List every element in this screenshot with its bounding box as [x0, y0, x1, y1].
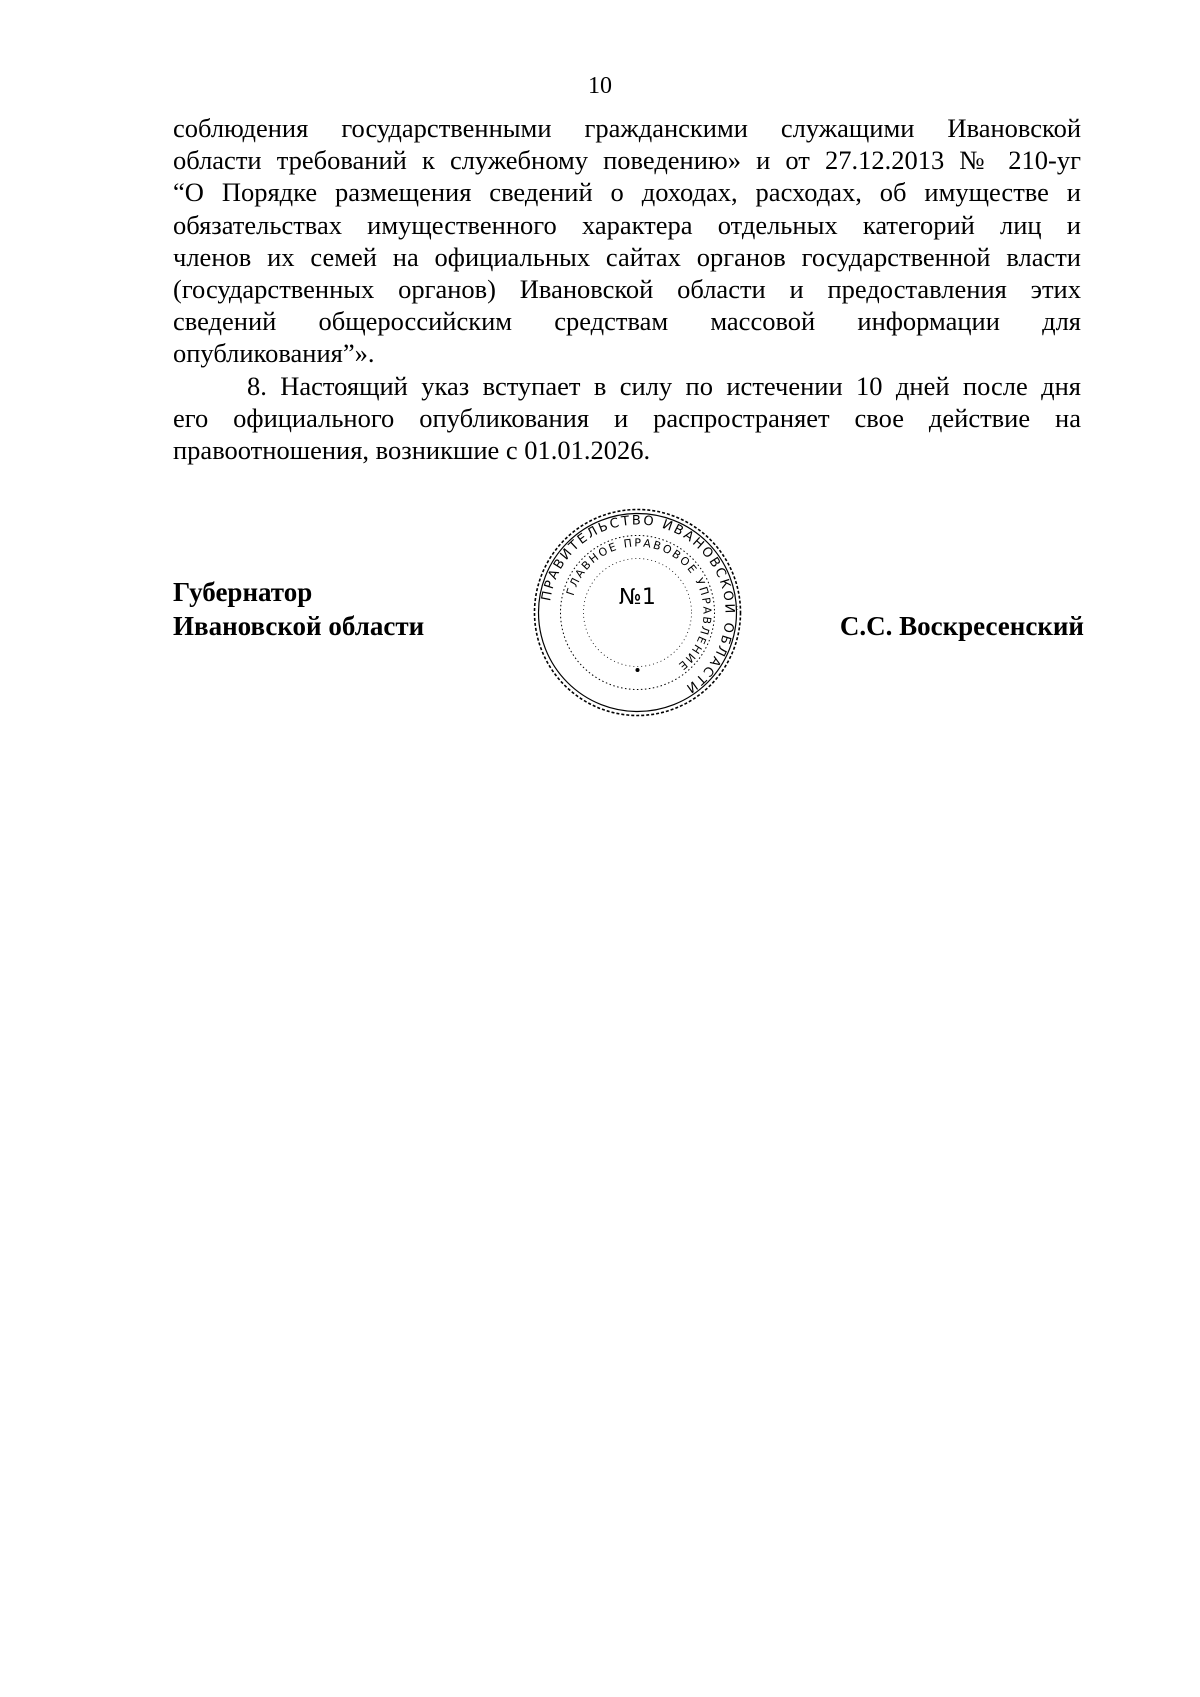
- text-line: опубликования”».: [173, 338, 375, 369]
- seal-number: №1: [619, 585, 656, 610]
- text-line: правоотношения, возникшие с 01.01.2026.: [173, 435, 651, 466]
- text-line: обязательствах имущественного характера отдельных категорий лиц и: [173, 209, 1081, 240]
- paragraph-continuation: [173, 112, 1081, 370]
- official-seal: [531, 506, 744, 719]
- text-line: “О Порядке размещения сведений о доходах, расходах, об имуществе и: [173, 177, 1081, 208]
- signatory-title-line: Ивановской области: [173, 611, 425, 641]
- signatory-title: [173, 575, 424, 643]
- paragraph-item-8: [173, 370, 1081, 467]
- text-line: соблюдения государственными гражданскими служащими Ивановской: [173, 113, 1081, 143]
- text-line: области требований к служебному поведению» и от 27.12.2013 № 210-уг: [173, 145, 1081, 176]
- text-line: 8. Настоящий указ вступает в силу по истечении 10 дней после дня: [247, 370, 1081, 401]
- page-number: 10: [588, 73, 612, 99]
- seal-inner-text: ГЛАВНОЕ ПРАВОВОЕ УПРАВЛЕНИЕ: [563, 536, 714, 674]
- seal-outer-text: ПРАВИТЕЛЬСТВО ИВАНОВСКОЙ ОБЛАСТИ: [539, 513, 737, 697]
- text-line: (государственных органов) Ивановской области и предоставления этих: [173, 274, 1081, 305]
- signatory-name: С.С. Воскресенский: [839, 611, 1084, 641]
- document-body: [173, 112, 1081, 466]
- text-line: его официального опубликования и распространяет свое действие на: [173, 402, 1081, 433]
- text-line: сведений общероссийским средствам массовой информации для: [173, 306, 1081, 337]
- signatory-title-line: Губернатор: [173, 577, 313, 607]
- text-line: членов их семей на официальных сайтах органов государственной власти: [173, 241, 1081, 272]
